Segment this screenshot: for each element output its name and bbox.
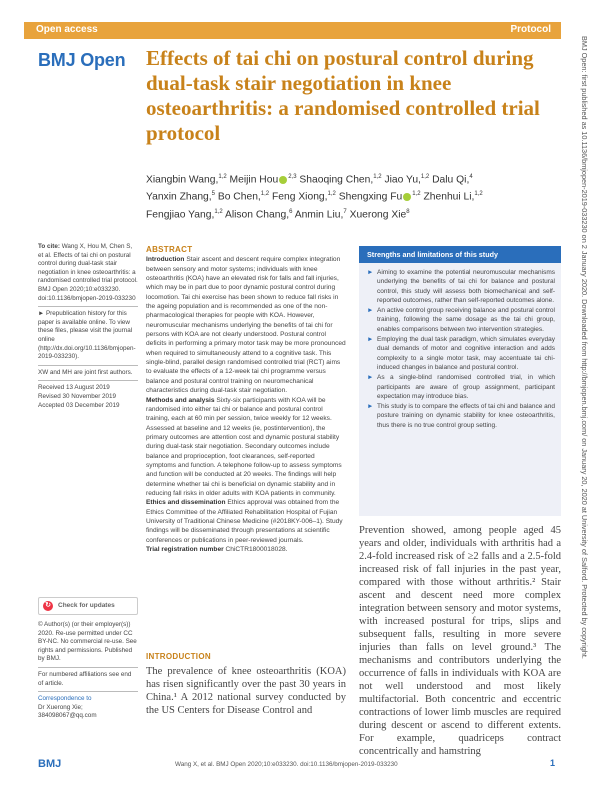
abstract-trial-text: ChiCTR1800018028. <box>225 546 288 553</box>
author-name: Alison Chang, <box>222 209 290 221</box>
author-name: Feng Xiong, <box>269 191 328 203</box>
article-type-label: Protocol <box>510 24 551 35</box>
author-name: Xiangbin Wang, <box>146 174 219 186</box>
vertical-download-note: BMJ Open: first published as 10.1136/bmjopen-2019-033230 on 2 January 2020. Downloaded from http://bmjopen.bmj.com/ on January 20, 2020 at University of Salford. Protected by copyright. <box>580 36 589 659</box>
sidebar-rights <box>38 597 138 721</box>
author-list <box>146 170 546 222</box>
affiliation-marker: 1,2 <box>260 191 270 198</box>
prepub-note[interactable]: ► Prepublication history for this paper is available online. To view these files, please visit the journal online (http://dx.doi.org/10.1136/bmjopen-2019-033230). <box>38 310 136 361</box>
page-number: 1 <box>550 758 556 768</box>
header-bar <box>24 22 561 39</box>
affiliations-note: For numbered affiliations see end of article. <box>38 670 132 687</box>
cite-text: Wang X, Hou M, Chen S, et al. Effects of tai chi on postural control during dual-task stair negotiation in knee osteoarthritis: a randomised controlled trial protocol. BMJ Open 2020;10:e033230. doi:10.1136/bmjopen-2019-033230 <box>38 243 138 302</box>
author-name: Bo Chen, <box>214 191 261 203</box>
correspondence-text[interactable]: Dr Xuerong Xie; 384098067@qq.com <box>38 703 97 720</box>
abstract-methods-label: Methods and analysis <box>146 396 215 404</box>
body-column-right <box>359 524 561 758</box>
orcid-icon[interactable] <box>279 176 287 184</box>
divider <box>38 306 138 307</box>
introduction-text: The prevalence of knee osteoarthritis (KOA) has risen significantly over the past 30 years in China.¹ A 2012 national survey conducted by the US Centers for Disease Control and <box>146 666 346 716</box>
abstract-intro-label: Introduction <box>146 256 185 264</box>
strengths-box <box>359 246 561 516</box>
abstract-methods-text: Sixty-six participants with KOA will be randomised into either tai chi or balance and postural control training, each at 60 min per session, twice weekly for 12 weeks. Assessed at baseline and 12 weeks (ie, postintervention), the primary outcomes are attention cost and dynamic postural stability during dual-task stair negotiation. Secondary outcomes include balance and proprioception, foot clearances, self-reported symptoms and function. A telephone follow-up to assess symptoms and function will be conducted at 20 weeks. The findings will help determine whether tai chi is beneficial on dynamic stability and in reducing fall risks in older adults with KOA patients in community. <box>146 396 342 497</box>
divider <box>38 691 138 692</box>
journal-logo[interactable]: BMJ Open <box>38 50 126 70</box>
check-for-updates-button[interactable] <box>38 597 138 615</box>
arrow-bullet-icon: ► <box>367 403 374 411</box>
affiliation-marker: 7 <box>343 208 347 215</box>
author-name: Shaoqing Chen, <box>296 174 374 186</box>
arrow-bullet-icon: ► <box>367 269 374 276</box>
author-name: Yanxin Zhang, <box>146 191 212 203</box>
check-updates-label: Check for updates <box>58 601 115 609</box>
author-name: Anmin Liu, <box>292 209 344 221</box>
introduction-heading: INTRODUCTION <box>146 652 211 661</box>
affiliation-marker: 1,2 <box>214 208 223 215</box>
introduction-section <box>146 652 346 717</box>
arrow-bullet-icon: ► <box>367 307 374 315</box>
divider <box>38 380 138 381</box>
revised-date: Revised 30 November 2019 <box>38 392 117 400</box>
arrow-bullet-icon: ► <box>367 336 374 344</box>
author-line-3 <box>146 205 546 222</box>
abstract-ethics-label: Ethics and dissemination <box>146 499 226 507</box>
author-name: Dalu Qi, <box>429 174 470 186</box>
affiliation-marker: 1,2 <box>327 191 336 198</box>
refresh-icon: ↻ <box>43 601 53 611</box>
orcid-icon[interactable] <box>403 193 411 201</box>
list-item: ► This study is to compare the effects of tai chi and balance and posture training on dynamic stability for knee osteoarthritis, thus there is no true control group setting. <box>367 403 556 429</box>
affiliation-marker: 1,2 <box>412 191 421 198</box>
abstract-trial-label: Trial registration number <box>146 546 224 553</box>
list-item: ► Aiming to examine the potential neuromuscular mechanisms underlying the benefits of tai chi for balance and postural control, this study will assess both biomechanical and self-reported outcomes, rather than self-reported outcomes alone. <box>367 269 555 304</box>
affiliation-marker: 8 <box>406 208 410 215</box>
body-text: Prevention showed, among people aged 45 years and older, individuals with arthritis had a 2.4-fold increased risk of ≥2 falls and a 2.5-fold increased risk of fall injuries in the past year, compared with those without arthritis.² Stair ascent and descent need more complex integration between sensory and motor systems, with increased postural for trips, slips and subsequent falls, resulting in more severe injuries than falls on level ground.³ The mechanisms and contributors underlying the occurrence of falls in individuals with KOA are not well understood and most likely multifactorial. Both concentric and eccentric contractions of lower limb muscles are required during descent or ascend to different extents. For example, quadriceps contract concentrically and hamstring <box>359 525 561 757</box>
arrow-bullet-icon: ► <box>367 374 374 382</box>
author-line-1 <box>146 170 546 187</box>
author-name: Jiao Yu, <box>381 174 421 186</box>
received-date: Received 13 August 2019 <box>38 384 110 392</box>
copyright-text: © Author(s) (or their employer(s)) 2020. Re-use permitted under CC BY-NC. No commercial re-use. See rights and permissions. Published by BMJ. <box>38 621 137 663</box>
list-item: ► Employing the dual task paradigm, which simulates everyday dual demands of motor and cognitive interaction and adds complexity to a single motor task, may accentuate tai chi-induced changes in balance and postural control. <box>367 336 555 371</box>
accepted-date: Accepted 03 December 2019 <box>38 401 120 409</box>
divider <box>38 667 138 668</box>
bmj-footer-logo[interactable]: BMJ <box>38 758 62 770</box>
affiliation-marker: 1,2 <box>474 191 483 198</box>
affiliation-marker: 2,3 <box>288 174 297 180</box>
author-name: Xuerong Xie <box>346 209 407 221</box>
correspondence-label: Correspondence to <box>38 695 92 703</box>
affiliation-marker: 4 <box>469 174 473 180</box>
affiliation-marker: 5 <box>211 191 215 198</box>
divider <box>38 365 138 366</box>
abstract-heading: ABSTRACT <box>146 245 193 254</box>
sidebar-citation <box>38 243 138 410</box>
affiliation-marker: 6 <box>289 208 293 215</box>
affiliation-marker: 1,2 <box>420 174 430 180</box>
list-item: ► As a single-blind randomised controlled trial, in which participants are aware of group assignment, participant expectation may introduce bias. <box>367 374 555 400</box>
affiliation-marker: 1,2 <box>373 174 382 180</box>
open-access-label: Open access <box>36 24 98 35</box>
footer-citation: Wang X, et al. BMJ Open 2020;10:e033230. doi:10.1136/bmjopen-2019-033230 <box>175 761 398 768</box>
abstract <box>146 245 346 554</box>
author-name: Shengxing Fu <box>335 191 403 203</box>
list-item: ► An active control group receiving balance and postural control training, following the same dosage as the tai chi group, enables comparisons between two intervention strategies. <box>367 307 555 333</box>
abstract-intro-text: Stair ascent and descent require complex integration between sensory and motor systems; individuals with knee osteoarthritis (KOA) have an elevated risk for falls and fall injuries, which may be in part due to poor dynamic postural control during locomotion. Tai chi exercise has been shown to reduce fall risks in the ageing population and is recommended as one of the non-pharmacological therapies for people with KOA. However, neuromuscular mechanisms underlying the benefits of tai chi for persons with KOA are not clearly understood. Postural control deficits in performing a primary motor task may be more pronounced when required to simultaneously attend to a cognitive task. This single-blind, parallel design randomised controlled trial (RCT) aims to evaluate the effects of a 12-week tai chi programme versus balance and postural control training on neuromechanical characteristics during dual-task stair negotiation. <box>146 256 346 395</box>
affiliation-marker: 1,2 <box>218 174 227 180</box>
author-name: Zhenhui Li, <box>420 191 475 203</box>
joint-authors-note: XW and MH are joint first authors. <box>38 368 133 376</box>
author-name: Meijin Hou <box>226 174 279 186</box>
strengths-heading: Strengths and limitations of this study <box>359 246 561 263</box>
abstract-ethics-text: Ethics approval was obtained from the Ethics Committee of the Affiliated Rehabilitation Hospital of Fujian University of Traditional Chinese Medicine (#2018KY-006–1). Study findings will be disseminated through presentations at scientific conferences or publications in peer-reviewed journals. <box>146 499 343 544</box>
author-line-2 <box>146 187 546 204</box>
cite-label: To cite: <box>38 243 60 250</box>
strengths-list <box>359 263 561 430</box>
author-name: Fengjiao Yang, <box>146 209 215 221</box>
article-title: Effects of tai chi on postural control during dual-task stair negotiation in knee osteoarthritis: a randomised controlled trial protocol <box>146 46 540 145</box>
